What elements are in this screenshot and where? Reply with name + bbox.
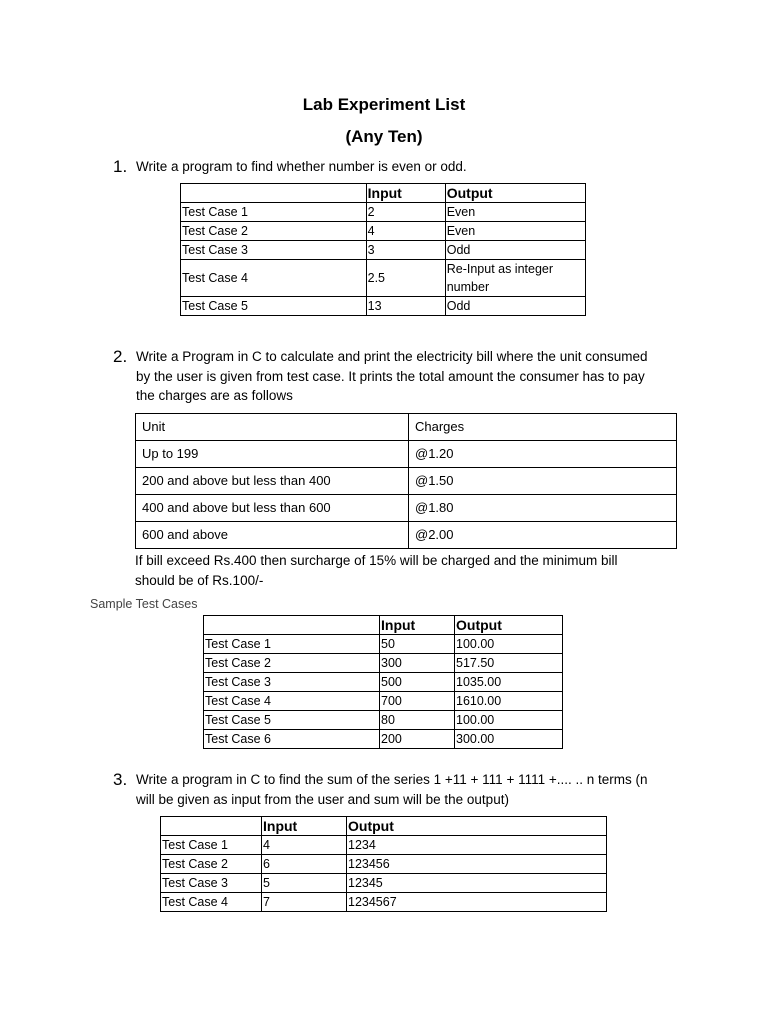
table-cell: Odd (445, 241, 585, 260)
header-cell: Input (380, 616, 455, 635)
q2-number: 2. (113, 347, 128, 366)
table-cell: Test Case 3 (204, 673, 380, 692)
table-cell: 1234 (347, 836, 607, 855)
q1-number: 1. (113, 157, 128, 176)
table-cell: Even (445, 203, 585, 222)
header-cell (161, 817, 262, 836)
table-cell: 517.50 (455, 654, 563, 673)
header-cell (204, 616, 380, 635)
table-cell: Test Case 3 (181, 241, 367, 260)
page-subtitle: (Any Ten) (345, 127, 423, 146)
table-cell: 600 and above (136, 522, 409, 549)
table-row (181, 203, 586, 222)
table-cell: @1.80 (409, 495, 677, 522)
table-cell: 12345 (347, 874, 607, 893)
table-row (161, 836, 607, 855)
table-cell: 2 (366, 203, 445, 222)
header-cell: Input (262, 817, 347, 836)
table-cell: Test Case 4 (181, 260, 367, 297)
q2-note-line: If bill exceed Rs.400 then surcharge of 15% will be charged and the minimum bill (135, 553, 618, 568)
q3-number: 3. (113, 770, 128, 789)
table-cell: @1.50 (409, 468, 677, 495)
table-cell: 300 (380, 654, 455, 673)
table-cell: 100.00 (455, 711, 563, 730)
table-cell: Test Case 1 (161, 836, 262, 855)
table-cell: 200 and above but less than 400 (136, 468, 409, 495)
header-cell: Output (455, 616, 563, 635)
table-cell: 700 (380, 692, 455, 711)
table-cell: Test Case 4 (161, 893, 262, 912)
table-row (204, 730, 563, 749)
table-cell: Even (445, 222, 585, 241)
table-row (204, 692, 563, 711)
table-row (204, 673, 563, 692)
table-row (181, 241, 586, 260)
table-cell: 1610.00 (455, 692, 563, 711)
q2-text (136, 347, 696, 406)
table-cell: Test Case 6 (204, 730, 380, 749)
table-cell: Test Case 3 (161, 874, 262, 893)
table-row (136, 441, 677, 468)
q2-note (135, 551, 695, 590)
table-cell: 2.5 (366, 260, 445, 297)
table-cell: @2.00 (409, 522, 677, 549)
table-cell: 13 (366, 297, 445, 316)
table-cell: Test Case 5 (181, 297, 367, 316)
table-row (181, 260, 586, 297)
table-row (181, 222, 586, 241)
table-cell: 3 (366, 241, 445, 260)
table-cell: Odd (445, 297, 585, 316)
table-cell: Re-Input as integer number (445, 260, 585, 297)
q2-text-line: by the user is given from test case. It prints the total amount the consumer has to pay (136, 368, 645, 384)
q2-charges-table (135, 413, 677, 549)
table-cell: 6 (262, 855, 347, 874)
q3-test-table (160, 816, 607, 912)
q2-note-line: should be of Rs.100/- (135, 572, 264, 588)
table-header-row (204, 616, 563, 635)
q2-text-line: the charges are as follows (136, 388, 293, 403)
table-cell: Test Case 2 (161, 855, 262, 874)
sample-test-cases-label: Sample Test Cases (90, 597, 198, 611)
header-cell: Input (366, 184, 445, 203)
table-cell: Test Case 2 (204, 654, 380, 673)
q3-text-line: will be given as input from the user and sum will be the output) (136, 791, 509, 807)
table-cell: 50 (380, 635, 455, 654)
page-title: Lab Experiment List (302, 95, 466, 114)
table-row (136, 495, 677, 522)
table-header-row (161, 817, 607, 836)
table-row (161, 893, 607, 912)
table-cell: 123456 (347, 855, 607, 874)
table-cell: Test Case 2 (181, 222, 367, 241)
table-cell: @1.20 (409, 441, 677, 468)
table-cell: 1234567 (347, 893, 607, 912)
table-cell: 100.00 (455, 635, 563, 654)
table-row (161, 855, 607, 874)
table-cell: 80 (380, 711, 455, 730)
q3-text (136, 770, 696, 809)
table-cell: Unit (136, 414, 409, 441)
q1-text: Write a program to find whether number is even or odd. (136, 159, 467, 174)
table-cell: 4 (262, 836, 347, 855)
table-row (161, 874, 607, 893)
table-cell: 7 (262, 893, 347, 912)
q2-test-table (203, 615, 563, 749)
q2-text-line: Write a Program in C to calculate and print the electricity bill where the unit consumed (136, 349, 648, 364)
table-cell: Test Case 1 (181, 203, 367, 222)
table-cell: Test Case 5 (204, 711, 380, 730)
header-cell (181, 184, 367, 203)
header-cell: Output (347, 817, 607, 836)
table-row (204, 654, 563, 673)
q1-test-table (180, 183, 586, 316)
table-cell: 4 (366, 222, 445, 241)
table-cell: Test Case 1 (204, 635, 380, 654)
table-cell: Up to 199 (136, 441, 409, 468)
table-row (204, 711, 563, 730)
table-cell: 300.00 (455, 730, 563, 749)
table-cell: 500 (380, 673, 455, 692)
table-row (181, 297, 586, 316)
table-row (136, 414, 677, 441)
table-cell: Test Case 4 (204, 692, 380, 711)
table-header-row (181, 184, 586, 203)
table-row (204, 635, 563, 654)
table-row (136, 468, 677, 495)
table-cell: 1035.00 (455, 673, 563, 692)
table-row (136, 522, 677, 549)
table-cell: 5 (262, 874, 347, 893)
table-cell: Charges (409, 414, 677, 441)
table-cell: 400 and above but less than 600 (136, 495, 409, 522)
header-cell: Output (445, 184, 585, 203)
table-cell: 200 (380, 730, 455, 749)
q3-text-line: Write a program in C to find the sum of the series 1 +11 + 111 + 1111 +.... .. n terms (n (136, 772, 648, 787)
